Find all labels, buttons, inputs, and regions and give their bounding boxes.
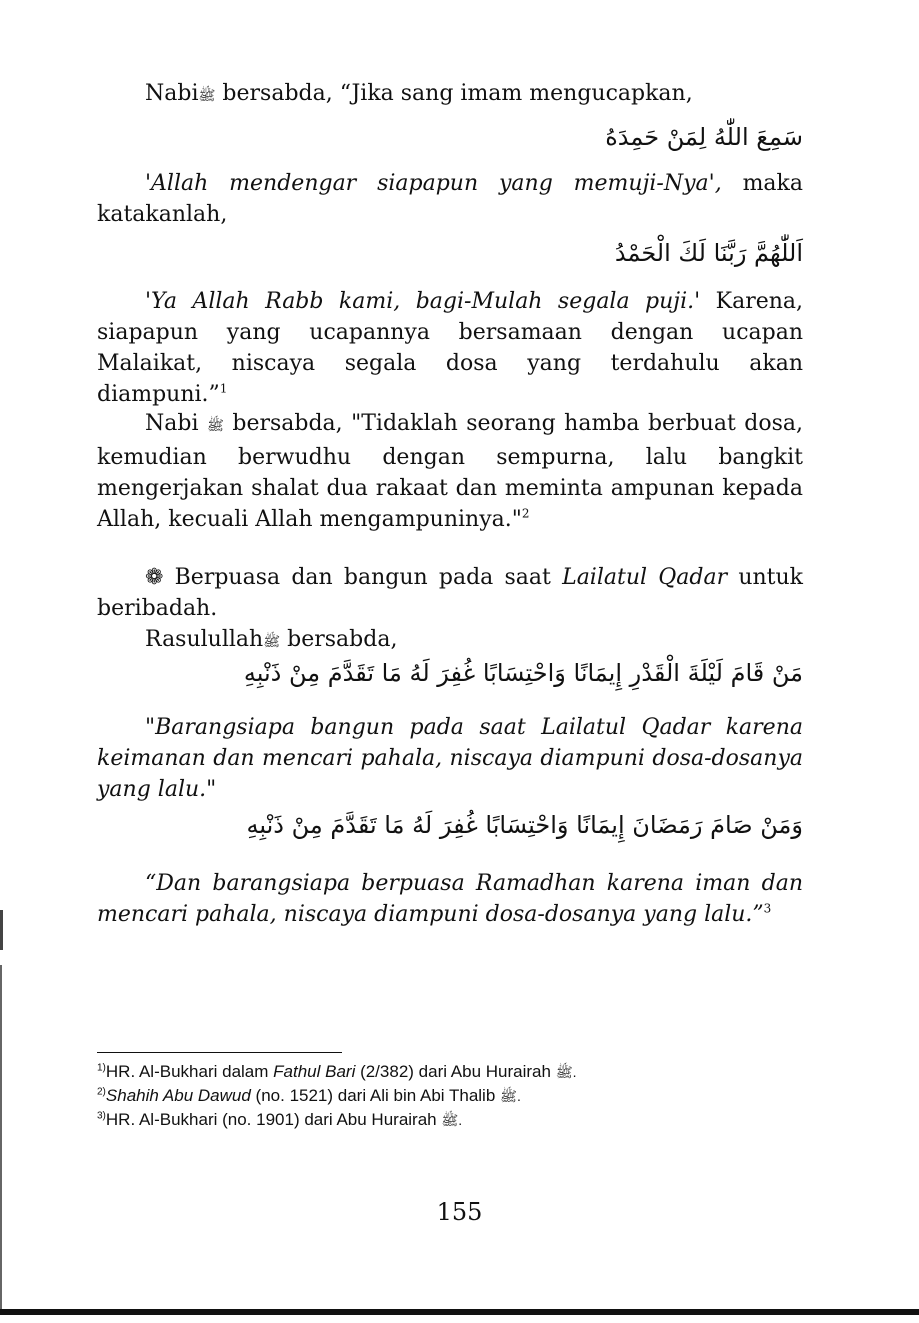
scan-edge-mark <box>0 910 3 950</box>
paragraph-2-italic: 'Allah mendengar siapapun yang memuji-Nya', <box>145 171 722 196</box>
nabi-word: Nabi <box>145 81 199 106</box>
footnote-text: (2/382) dari Abu Hurairah <box>355 1062 556 1081</box>
paragraph-3-text: Karena, siapapun yang ucapannya bersamaan dengan ucapan Malaikat, niscaya segala dosa yang terdahulu akan diampuni.” <box>97 289 804 407</box>
arabic-line-4: وَمَنْ صَامَ رَمَضَانَ إِيمَانًا وَاحْتِسَابًا غُفِرَ لَهُ مَا تَقَدَّمَ مِنْ ذَنْبِهِ <box>246 811 803 839</box>
paragraph-2-text: maka katakanlah, <box>97 171 803 227</box>
paragraph-5-text-before: Berpuasa dan bangun pada saat <box>163 565 563 590</box>
ra-symbol: ﷺ. <box>500 1088 521 1104</box>
ra-symbol: ﷺ. <box>441 1112 463 1128</box>
footnote-ref-2: 2 <box>521 506 530 521</box>
ra-symbol: ﷺ. <box>555 1064 577 1080</box>
bottom-edge <box>0 1309 919 1315</box>
paragraph-2 <box>97 168 803 230</box>
footnote-3 <box>97 1108 803 1132</box>
paragraph-3-italic: 'Ya Allah Rabb kami, bagi-Mulah segala puji.' <box>145 289 701 314</box>
footnote-2 <box>97 1084 803 1108</box>
paragraph-4 <box>97 408 803 535</box>
saw-symbol: ﷺ <box>206 418 224 434</box>
scan-edge-line <box>0 965 2 1315</box>
saw-symbol: ﷺ <box>263 634 281 650</box>
paragraph-1-text: bersabda, “Jika sang imam mengucapkan, <box>215 81 693 106</box>
paragraph-4-text: bersabda, "Tidaklah seorang hamba berbuat dosa, kemudian berwudhu dengan sempurna, lalu bangkit mengerjakan shalat dua rakaat dan meminta ampunan kepada Allah, kecuali Allah mengampuninya." <box>97 411 803 532</box>
rasulullah-word: Rasulullah <box>145 627 264 652</box>
saw-symbol: ﷺ <box>198 88 216 104</box>
lailatul-qadar-term: Lailatul Qadar <box>562 565 728 590</box>
arabic-line-2: اَللّٰهُمَّ رَبَّنَا لَكَ الْحَمْدُ <box>614 239 803 267</box>
footnote-number: 1) <box>97 1062 106 1074</box>
footnote-text: HR. Al-Bukhari dalam <box>105 1062 274 1081</box>
page-number: 155 <box>436 1198 483 1226</box>
footnote-text: HR. Al-Bukhari (no. 1901) dari Abu Hurairah <box>105 1110 442 1129</box>
paragraph-5 <box>97 562 803 624</box>
footnote-1 <box>97 1060 803 1084</box>
footnote-number: 3) <box>97 1110 106 1122</box>
flower-bullet-icon: ❁ <box>145 565 164 590</box>
footnote-ref-1: 1 <box>219 381 228 396</box>
paragraph-3 <box>97 286 803 410</box>
footnote-ref-3: 3 <box>763 901 772 916</box>
paragraph-8 <box>97 868 803 930</box>
paragraph-6-text: bersabda, <box>280 627 398 652</box>
paragraph-6 <box>97 624 803 658</box>
footnotes <box>97 1060 803 1132</box>
paragraph-5-text-after: untuk beribadah. <box>97 565 804 621</box>
footnote-divider <box>97 1052 342 1053</box>
footnote-italic: Shahih Abu Dawud <box>105 1086 251 1105</box>
arabic-line-1: سَمِعَ اللّٰهُ لِمَنْ حَمِدَهُ <box>605 123 803 151</box>
paragraph-7: "Barangsiapa bangun pada saat Lailatul Qadar karena keimanan dan mencari pahala, niscaya diampuni dosa-dosanya yang lalu." <box>97 715 803 802</box>
footnote-number: 2) <box>97 1086 106 1098</box>
footnote-italic: Fathul Bari <box>273 1062 356 1081</box>
footnote-text: (no. 1521) dari Ali bin Abi Thalib <box>250 1086 501 1105</box>
paragraph-8-italic: “Dan barangsiapa berpuasa Ramadhan karena iman dan mencari pahala, niscaya diampuni dosa-dosanya yang lalu.” <box>97 871 803 927</box>
nabi-word: Nabi <box>145 411 199 436</box>
paragraph-1 <box>97 78 803 112</box>
arabic-line-3: مَنْ قَامَ لَيْلَةَ الْقَدْرِ إِيمَانًا وَاحْتِسَابًا غُفِرَ لَهُ مَا تَقَدَّمَ مِنْ ذَنْبِهِ <box>243 659 803 687</box>
